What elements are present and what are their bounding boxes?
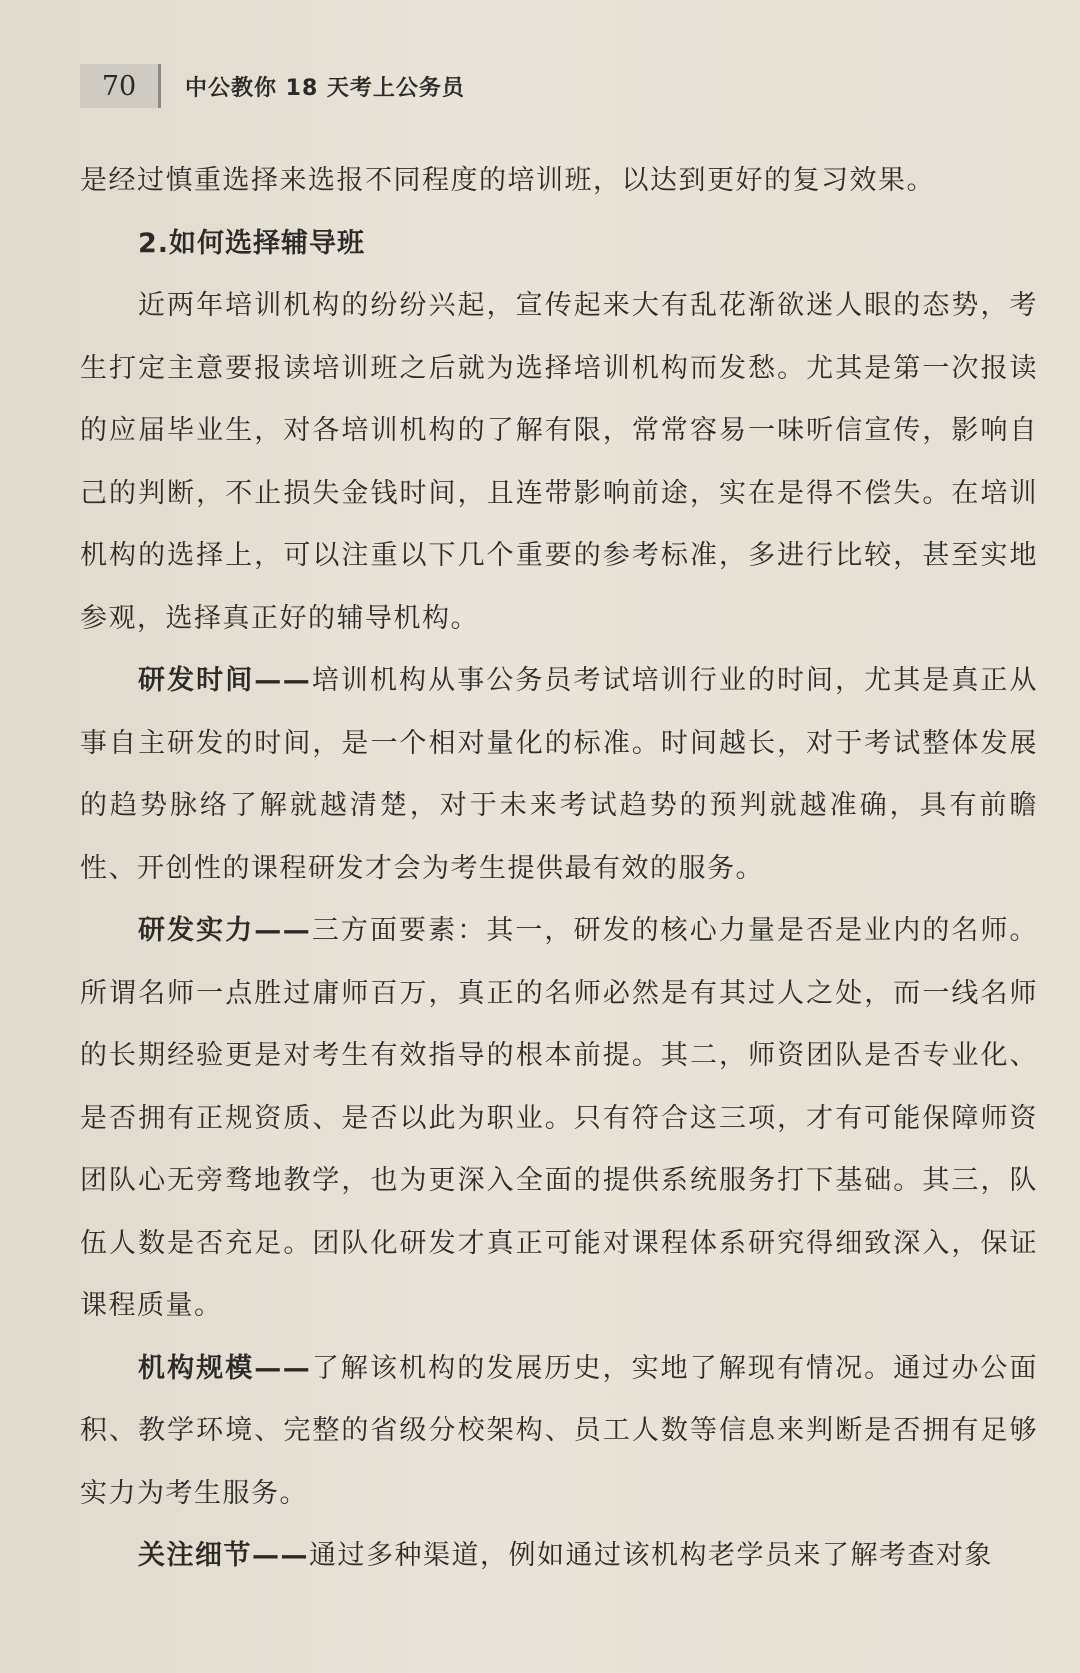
body-text	[80, 150, 1038, 1588]
paragraph-1: 近两年培训机构的纷纷兴起，宣传起来大有乱花渐欲迷人眼的态势，考生打定主意要报读培训班之后就为选择培训机构而发愁。尤其是第一次报读的应届毕业生，对各培训机构的了解有限，常常容易一味听信宣传，影响自己的判断，不止损失金钱时间，且连带影响前途，实在是得不偿失。在培训机构的选择上，可以注重以下几个重要的参考标准，多进行比较，甚至实地参观，选择真正好的辅导机构。	[80, 290, 1038, 634]
item-institution-scale	[80, 1338, 1038, 1526]
intro-paragraph: 是经过慎重选择来选报不同程度的培训班，以达到更好的复习效果。	[80, 165, 935, 196]
item-term: 研发实力——	[138, 915, 312, 946]
page-number: 70	[80, 64, 161, 108]
item-text: 三方面要素：其一，研发的核心力量是否是业内的名师。所谓名师一点胜过庸师百万，真正的名师必然是有其过人之处，而一线名师的长期经验更是对考生有效指导的根本前提。其二，师资团队是否专业化、是否拥有正规资质、是否以此为职业。只有符合这三项，才有可能保障师资团队心无旁骛地教学，也为更深入全面的提供系统服务打下基础。其三，队伍人数是否充足。团队化研发才真正可能对课程体系研究得细致深入，保证课程质量。	[80, 915, 1039, 1321]
item-term: 研发时间——	[138, 665, 312, 696]
section-heading: 2.如何选择辅导班	[138, 227, 366, 259]
item-text: 培训机构从事公务员考试培训行业的时间，尤其是真正从事自主研发的时间，是一个相对量化的标准。时间越长，对于考试整体发展的趋势脉络了解就越清楚，对于未来考试趋势的预判就越准确，具有前瞻性、开创性的课程研发才会为考生提供最有效的服务。	[80, 665, 1039, 884]
item-text: 了解该机构的发展历史，实地了解现有情况。通过办公面积、教学环境、完整的省级分校架构、员工人数等信息来判断是否拥有足够实力为考生服务。	[80, 1352, 1039, 1509]
item-term: 机构规模——	[138, 1352, 312, 1384]
item-text: 通过多种渠道，例如通过该机构老学员来了解考查对象	[309, 1540, 993, 1571]
item-term: 关注细节——	[138, 1540, 309, 1571]
page-header	[80, 62, 465, 110]
item-research-time	[80, 650, 1038, 900]
item-attention-details	[80, 1525, 1038, 1588]
item-research-strength	[80, 900, 1038, 1338]
running-title: 中公教你 18 天考上公务员	[185, 75, 465, 101]
